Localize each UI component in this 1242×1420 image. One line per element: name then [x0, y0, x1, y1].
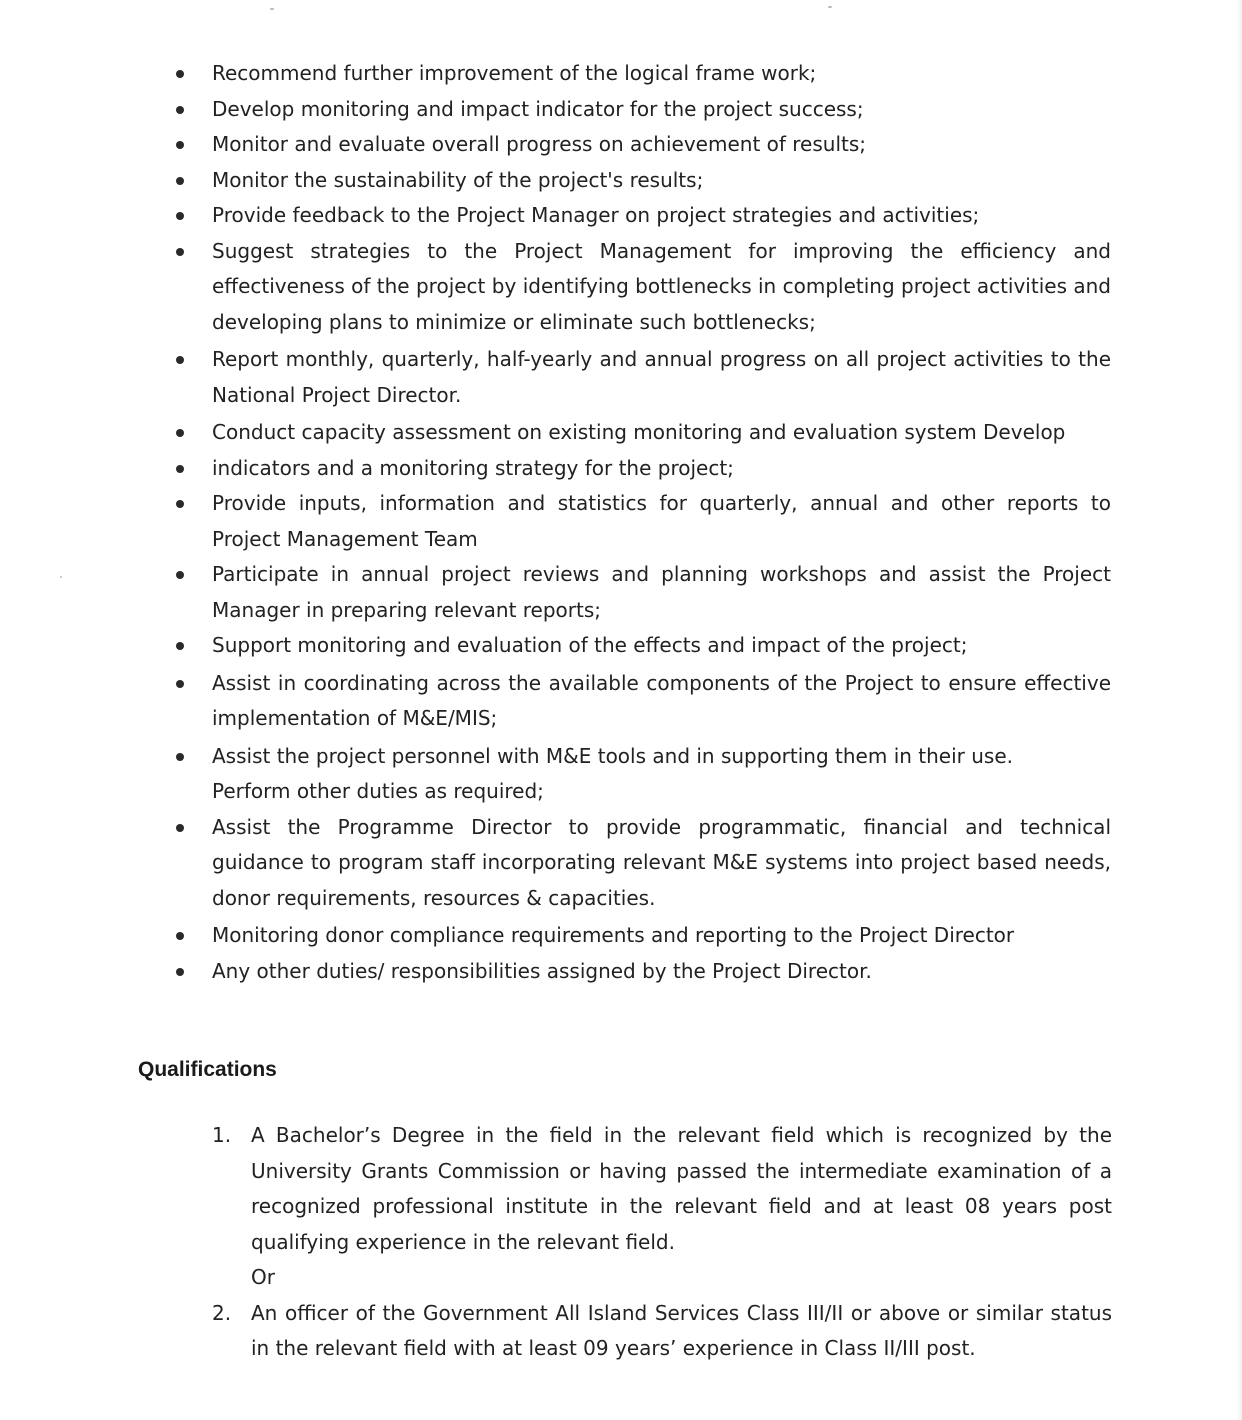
item-number: 2.	[212, 1300, 232, 1325]
list-item	[171, 918, 1111, 954]
bullet-icon	[176, 177, 184, 185]
list-item-text: Assist the Programme Director to provide programmatic, financial and technical guidance to program staff incorporating relevant M&E systems into project based needs, donor requirements, resources & capacities.	[212, 814, 1111, 910]
scan-mark	[60, 576, 62, 578]
list-item	[171, 666, 1111, 737]
list-item-text: Suggest strategies to the Project Management for improving the efficiency and effectiveness of the project by identifying bottlenecks in completing project activities and developing plans to minimize or eliminate such bottlenecks;	[212, 238, 1111, 334]
list-item-text: Provide feedback to the Project Manager on project strategies and activities;	[212, 203, 980, 227]
item-number: 1.	[212, 1123, 232, 1147]
list-item-text: indicators and a monitoring strategy for the project;	[212, 455, 734, 480]
list-item-text: Provide inputs, information and statistics for quarterly, annual and other reports to Project Management Team	[212, 491, 1111, 551]
list-item-text: Conduct capacity assessment on existing monitoring and evaluation system Develop	[212, 420, 1066, 444]
bullet-icon	[176, 753, 184, 761]
list-item	[171, 628, 1111, 664]
bullet-icon	[176, 968, 184, 976]
list-item-text: Any other duties/ responsibilities assigned by the Project Director.	[212, 958, 872, 983]
list-item-text: An officer of the Government All Island Services Class III/II or above or similar status in the relevant field with at least 09 years’ experience in Class II/III post.	[251, 1300, 1112, 1360]
list-item-text: Monitoring donor compliance requirements and reporting to the Project Director	[212, 923, 1015, 947]
bullet-icon	[176, 356, 184, 364]
bullet-icon	[176, 70, 184, 78]
list-item-text: Report monthly, quarterly, half-yearly and annual progress on all project activities to the National Project Director.	[212, 347, 1111, 407]
list-item	[171, 451, 1111, 487]
page-edge-shadow	[1236, 0, 1242, 1420]
list-item	[171, 92, 1111, 128]
scan-mark	[270, 8, 274, 10]
bullet-icon	[176, 680, 184, 688]
list-item	[171, 739, 1111, 810]
list-item	[171, 56, 1111, 92]
qualifications-list	[212, 1118, 1112, 1367]
list-item	[171, 342, 1111, 413]
list-item	[171, 198, 1111, 234]
list-item-text: Assist in coordinating across the available components of the Project to ensure effective implementation of M&E/MIS;	[212, 670, 1111, 730]
bullet-icon	[176, 106, 184, 114]
list-item-text: Monitor the sustainability of the project's results;	[212, 167, 704, 192]
list-item	[171, 415, 1111, 451]
list-item	[171, 557, 1111, 628]
or-text: Or	[251, 1265, 275, 1289]
list-item-text: Recommend further improvement of the logical frame work;	[212, 61, 817, 85]
bullet-icon	[176, 248, 184, 256]
scan-mark	[828, 6, 832, 8]
list-item	[171, 954, 1111, 990]
bullet-icon	[176, 824, 184, 832]
or-separator	[212, 1260, 1112, 1296]
bullet-icon	[176, 212, 184, 220]
bullet-icon	[176, 932, 184, 940]
responsibilities-list	[171, 56, 1111, 989]
list-item-text: Assist the project personnel with M&E tools and in supporting them in their use.	[212, 743, 1013, 768]
list-item	[171, 486, 1111, 557]
list-item-text: Develop monitoring and impact indicator for the project success;	[212, 96, 864, 121]
list-item	[171, 234, 1111, 341]
list-item-text: Support monitoring and evaluation of the effects and impact of the project;	[212, 633, 968, 657]
list-item	[212, 1296, 1112, 1367]
qualifications-heading: Qualifications	[138, 1058, 277, 1081]
bullet-icon	[176, 571, 184, 579]
list-item	[212, 1118, 1112, 1260]
list-item-text: A Bachelor’s Degree in the field in the relevant field which is recognized by the University Grants Commission or having passed the intermediate examination of a recognized professional institute in the relevant field and at least 08 years post qualifying experience in the relevant field.	[251, 1123, 1112, 1254]
bullet-icon	[176, 429, 184, 437]
list-item-text: Participate in annual project reviews and planning workshops and assist the Project Manager in preparing relevant reports;	[212, 562, 1111, 622]
list-item	[171, 810, 1111, 917]
bullet-icon	[176, 500, 184, 508]
list-item	[171, 127, 1111, 163]
bullet-icon	[176, 141, 184, 149]
list-item-text: Perform other duties as required;	[212, 779, 544, 803]
bullet-icon	[176, 465, 184, 473]
list-item-text: Monitor and evaluate overall progress on achievement of results;	[212, 132, 867, 156]
bullet-icon	[176, 642, 184, 650]
list-item	[171, 163, 1111, 199]
